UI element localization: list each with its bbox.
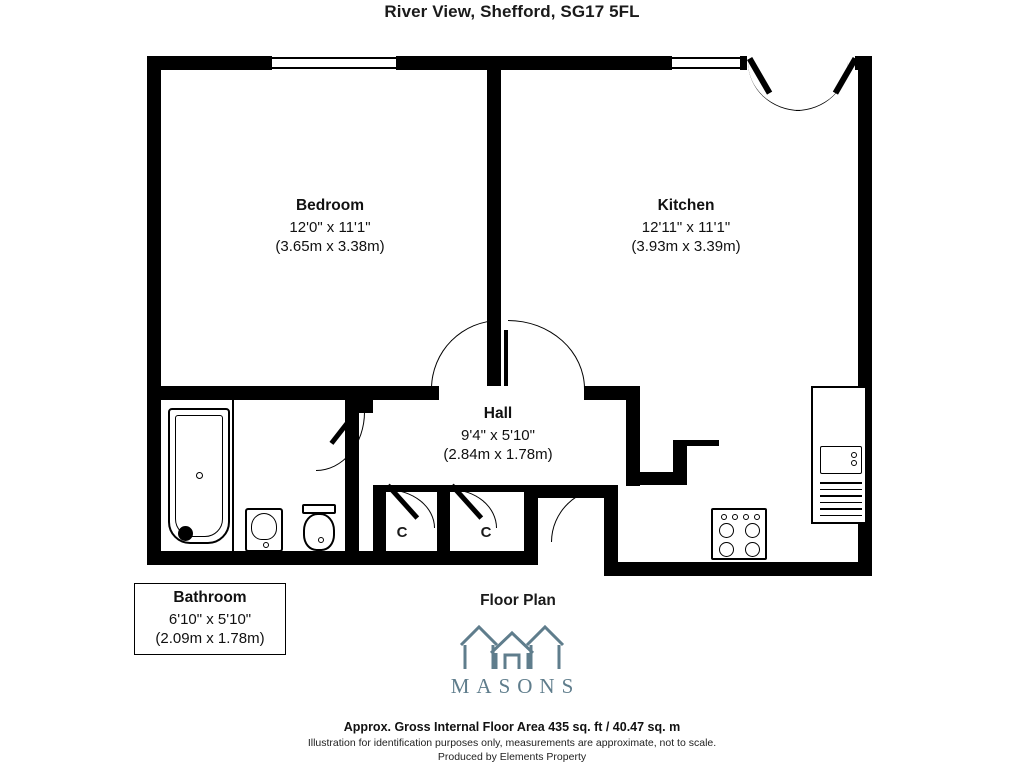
room-name-kitchen: Kitchen [657,197,715,214]
hob-burner-3 [719,542,734,557]
bathroom-sink [245,508,283,552]
door-arc-hall-to-kitchen [508,320,585,389]
room-dim-imperial-bedroom: 12'0" x 11'1" [289,218,371,236]
door-arc-closet-left [386,489,435,528]
bathtub [168,408,230,544]
sink-bowl [251,513,277,540]
wall-exterior-top-right [740,56,747,70]
toilet-flush-dot [318,537,324,543]
wall-closet-divider-mid [437,485,450,551]
door-arc-entrance-right [796,62,848,111]
wall-exterior-top-mid [396,56,672,70]
bathtub-drain [196,472,203,479]
footer [0,720,1024,763]
wall-exterior-bottom-right [604,562,872,576]
hob-knob-2 [732,514,738,520]
hob-knob-3 [743,514,749,520]
hob-knob-1 [721,514,727,520]
room-label-hall [396,404,600,464]
hob-burner-1 [719,523,734,538]
kitchen-appliance-unit [811,386,867,524]
wall-kitchen-inner-step [673,440,687,485]
room-dim-metric-bedroom: (3.65m x 3.38m) [275,238,385,256]
room-dim-imperial-hall: 9'4" x 5'10" [461,426,535,444]
bathtub-tap [178,526,193,541]
page-title: River View, Shefford, SG17 5FL [384,2,640,21]
houses-icon [0,615,1024,671]
closet-label-2: C [480,524,492,541]
room-dim-metric-kitchen: (3.93m x 3.39m) [631,238,741,256]
wall-bedroom-bottom [147,386,439,400]
appliance-vent [820,482,862,516]
hob-burner-4 [745,542,760,557]
wall-kitchen-left-lower [626,386,640,486]
window-bedroom-left [272,57,396,59]
appliance-dot-1 [851,452,857,458]
door-arc-bedroom [431,320,500,389]
wall-closet-divider-left [373,485,386,551]
door-arc-entrance-left [748,62,800,111]
window-bedroom-left-inner [272,67,396,69]
hob-knob-4 [754,514,760,520]
wall-exterior-top-left [147,56,272,70]
footer-producer: Produced by Elements Property [437,751,587,763]
toilet [303,513,335,551]
room-dim-metric-bathroom: (2.09m x 1.78m) [155,630,265,648]
footer-disclaimer: Illustration for identification purposes only, measurements are approximate, not to scale. [307,737,717,749]
floor-plan-caption: Floor Plan [480,592,556,609]
wall-kitchen-inner-step-top [673,440,719,446]
window-kitchen [672,57,740,59]
room-dim-imperial-kitchen: 12'11" x 11'1" [641,218,731,236]
closet-label-1: C [396,524,408,541]
room-name-bedroom: Bedroom [295,197,365,214]
window-kitchen-inner [672,67,740,69]
room-label-kitchen [562,196,810,256]
room-dim-imperial-bathroom: 6'10" x 5'10" [168,610,252,628]
room-dim-metric-hall: (2.84m x 1.78m) [443,446,553,464]
footer-area-text: Approx. Gross Internal Floor Area 435 sq. ft / 40.47 sq. m [343,720,681,734]
brand-logo [0,615,1024,699]
room-label-bedroom [210,196,450,256]
appliance-dot-2 [851,460,857,466]
hob [711,508,767,560]
wall-exterior-bottom-left [147,551,537,565]
wall-exterior-left [147,56,161,565]
line-bath-alcove [232,400,234,551]
room-name-hall: Hall [483,405,513,422]
wall-hall-right-lower [524,485,538,565]
door-arc-closet-right [450,489,497,528]
brand-name: MASONS [450,674,581,698]
hob-burner-2 [745,523,760,538]
sink-drain [263,542,269,548]
room-name-bathroom: Bathroom [173,589,247,606]
